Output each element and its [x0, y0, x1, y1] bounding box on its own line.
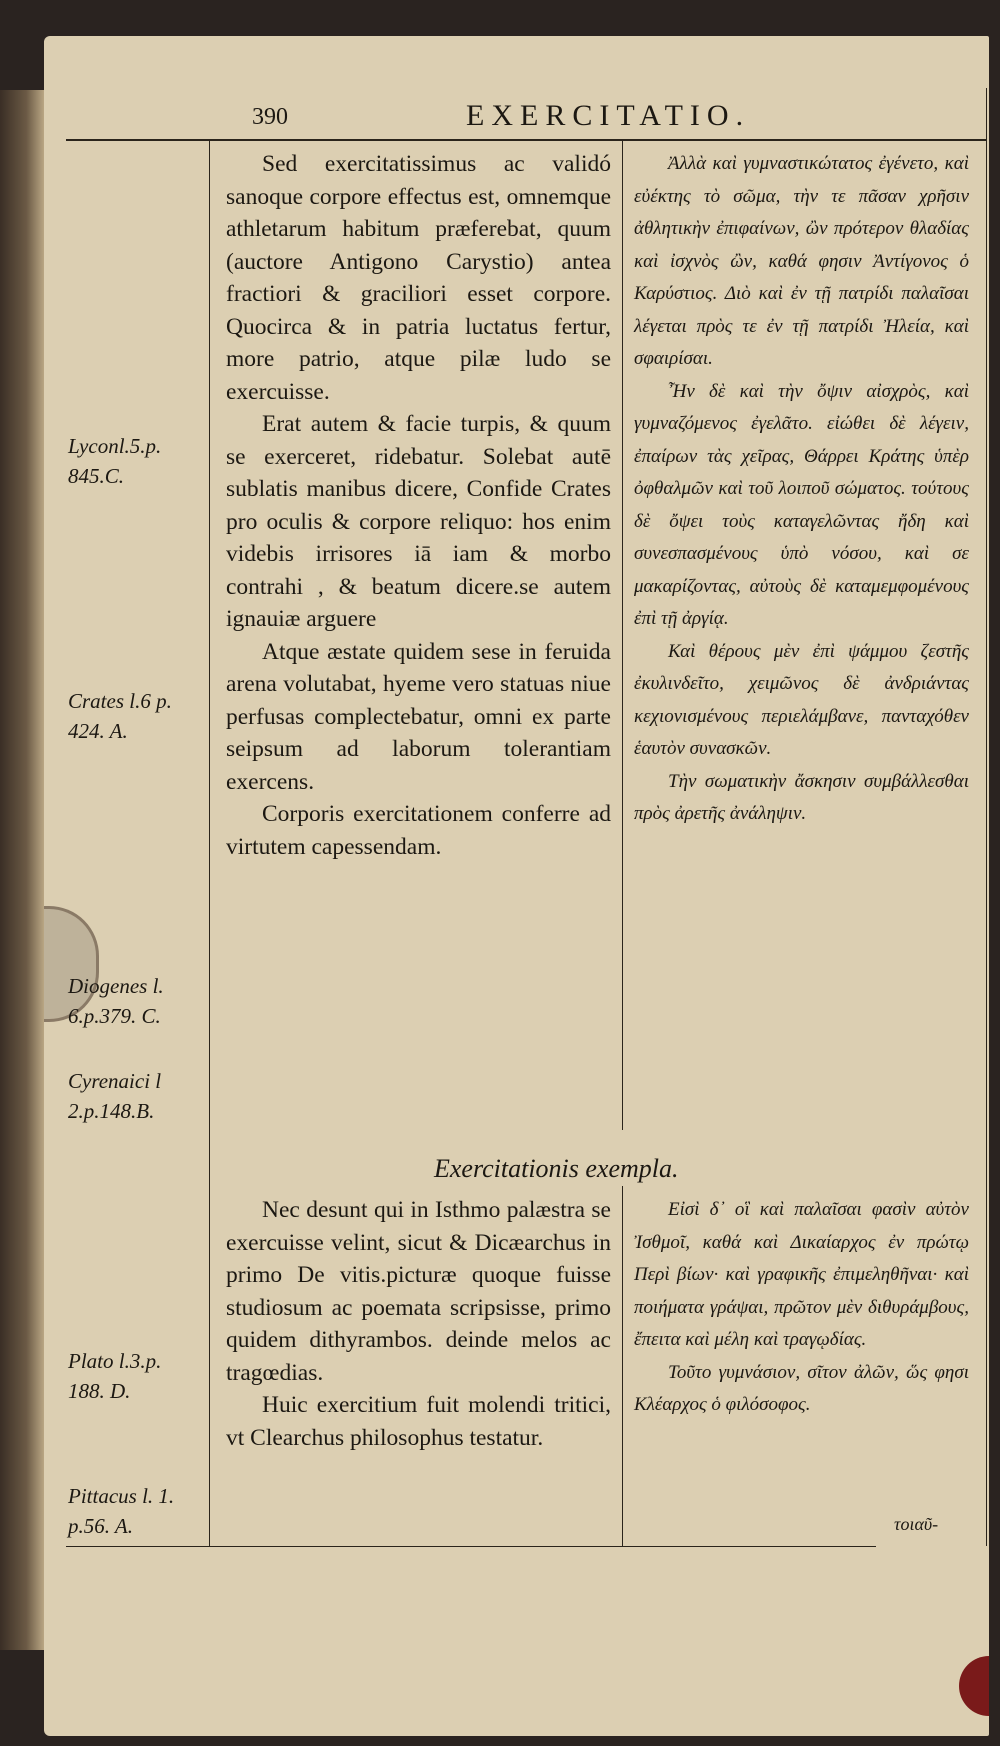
right-border-rule: [986, 88, 987, 1546]
latin-paragraph: Sed exercitatissimus ac validó sanoque corpore effectus est, omnemque athletarum habitum præferebat, quum (auctore Antigono Carystio) antea fractiori & graciliori esset corpore. Quocirca & in patria luctatus fertur, more patrio, atque pilæ ludo se exercuisse.: [226, 151, 611, 405]
running-title: EXERCITATIO.: [466, 99, 751, 132]
page-header: [66, 99, 986, 137]
greek-paragraph: Ἀλλὰ καὶ γυμναστικώτατος ἐγένετο, καὶ εὐέκτης τὸ σῶμα, τὴν τε πᾶσαν χρῆσιν ἀθλητικὴν ἐπιφαίνων, ὢν πρότερον θλαδίας καὶ ἰσχνὸς ὢν, καθά φησιν Ἀντίγονος ὁ Καρύστιος. Διὸ καὶ ἐν τῇ πατρίδι παλαῖσαι λέγεται πρὸς τε ἐν τῇ πατρίδι Ἠλεία, καὶ σφαιρίσαι.: [634, 153, 969, 369]
latin-paragraph: Erat autem & facie turpis, & quum se exerceret, ridebatur. Solebat autē sublatis manibus dicere, Confide Crates pro oculis & corpore reliquo: hos enim videbis irrisores iā iam & morbo contrahi , & beatum dicere.se autem ignauiæ arguere: [226, 411, 611, 632]
greek-paragraph: Καὶ θέρους μὲν ἐπὶ ψάμμου ζεστῆς ἐκυλινδεῖτο, χειμῶνος δὲ ἀνδριάντας κεχιονισμένους περιελάμβανε, πανταχόθεν ἑαυτὸν συνασκῶν.: [634, 640, 969, 759]
greek-paragraph: Εἰσὶ δ᾽ οἳ καὶ παλαῖσαι φασὶν αὐτὸν Ἰσθμοῖ, καθά καὶ Δικαίαρχος ἐν πρώτῳ Περὶ βίων· καὶ γραφικῆς ἐπιμεληθῆναι· καὶ ποιήματα γράψαι, πρῶτον μὲν διθυράμβους, ἔπειτα καὶ μέλη καὶ τραγῳδίας.: [634, 1199, 969, 1350]
center-column-rule-bottom: [622, 1186, 623, 1546]
footer-rule: [66, 1546, 876, 1547]
margin-note-lycon: Lyconl.5.p. 845.C.: [68, 434, 162, 488]
margin-note-cyrenaici: Cyrenaici l 2.p.148.B.: [68, 1069, 162, 1123]
latin-paragraph: Atque æstate quidem sese in feruida arena volutabat, hyeme vero statuas niue perfusas complectebatur, omni ex parte seipsum ad laborum tolerantiam exercens.: [226, 638, 611, 795]
margin-note-crates: Crates l.6 p. 424. A.: [68, 689, 172, 743]
catchword: τοιαῦ-: [894, 1514, 939, 1534]
greek-paragraph: Ἦν δὲ καὶ τὴν ὄψιν αἰσχρὸς, καὶ γυμναζόμενος ἐγελᾶτο. εἰώθει δὲ λέγειν, ἐπαίρων τὰς χεῖρας, Θάρρει Κράτης ὑπὲρ ὀφθαλμῶν καὶ τοῦ λοιποῦ σώματος. τούτους δὲ ὄψει τοὺς καταγελῶντας ἤδη καὶ συνεσπασμένους ὑπὸ νόσου, καὶ σε μακαρίζοντας, αὐτοὺς δὲ καταμεμφομένους ἐπὶ τῇ ἀργίᾳ.: [634, 380, 969, 629]
section-heading: Exercitationis exempla.: [434, 1154, 679, 1183]
latin-column-bottom: [226, 1194, 611, 1454]
margin-note-diogenes: Diogenes l. 6.p.379. C.: [68, 974, 164, 1028]
latin-paragraph: Nec desunt qui in Isthmo palæstra se exercuisse velint, sicut & Dicæarchus in primo De vitis.picturæ quoque fuisse studiosum ac poemata scripsisse, primo quidem dithyrambos. deinde melos ac tragœdias.: [226, 1197, 611, 1386]
latin-paragraph: Huic exercitium fuit molendi tritici, vt Clearchus philosophus testatur.: [226, 1392, 611, 1451]
latin-paragraph: Corporis exercitationem conferre ad virtutem capessendam.: [226, 801, 611, 860]
margin-column-rule: [209, 140, 210, 1546]
greek-paragraph: Τοῦτο γυμνάσιον, σῖτον ἀλῶν, ὥς φησι Κλέαρχος ὁ φιλόσοφος.: [634, 1361, 969, 1415]
margin-note-plato: Plato l.3.p. 188. D.: [68, 1349, 162, 1403]
page-number: 390: [252, 104, 288, 130]
book-spine: [0, 90, 44, 1650]
header-rule: [66, 139, 986, 141]
red-ribbon: [959, 1656, 989, 1716]
greek-paragraph: Τὴν σωματικὴν ἄσκησιν συμβάλλεσθαι πρὸς ἀρετῆς ἀνάληψιν.: [634, 770, 969, 824]
greek-column-bottom: [634, 1194, 969, 1422]
center-column-rule-top: [622, 140, 623, 1130]
latin-column-top: [226, 148, 611, 863]
book-page: [44, 36, 989, 1736]
greek-column-top: [634, 148, 969, 831]
margin-note-pittacus: Pittacus l. 1. p.56. A.: [68, 1484, 175, 1538]
